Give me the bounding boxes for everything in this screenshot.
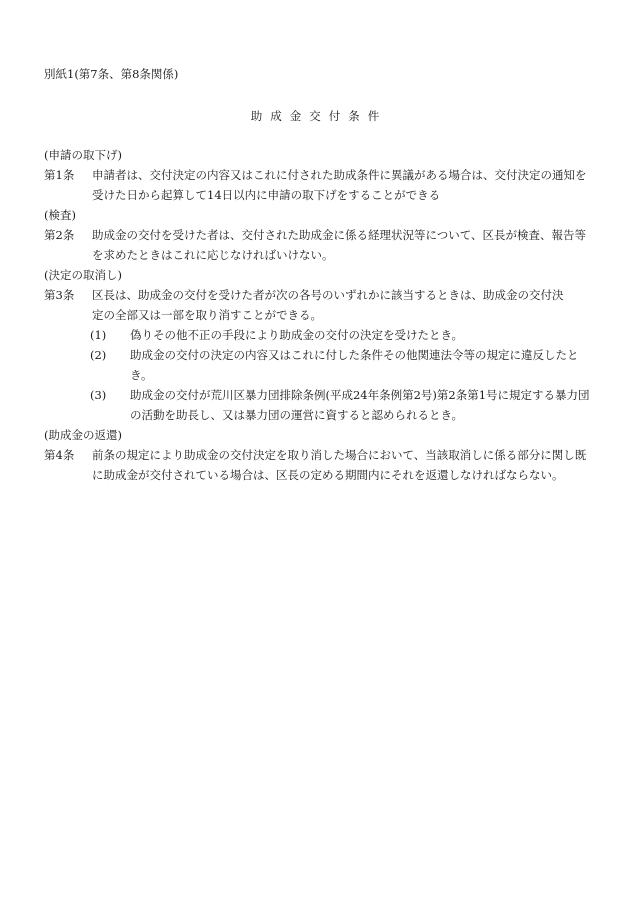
- list-item: [44, 325, 594, 345]
- item-number: (2): [90, 348, 107, 362]
- article-text-line-1: 区長は、助成金の交付を受けた者が次の各号のいずれかに該当するときは、助成金の交付決: [92, 288, 564, 302]
- article-number: 第3条: [44, 288, 75, 302]
- document-title: 助成金交付条件: [250, 109, 388, 123]
- item-text: 偽りその他不正の手段により助成金の交付の決定を受けたとき。: [130, 328, 464, 342]
- article: [44, 165, 594, 205]
- section-heading: (助成金の返還): [44, 428, 122, 442]
- item-number: (3): [90, 388, 107, 402]
- article-text: 助成金の交付を受けた者は、交付された助成金に係る経理状況等について、区長が検査、報告等を求めたときはこれに応じなければいけない。: [92, 228, 587, 262]
- list-item: [44, 385, 594, 425]
- section-inspection: [44, 205, 594, 265]
- section-heading: (検査): [44, 208, 76, 222]
- article: [44, 285, 594, 325]
- article-text: 前条の規定により助成金の交付決定を取り消した場合において、当該取消しに係る部分に関し既に助成金が交付されている場合は、区長の定める期間内にそれを返還しなければならない。: [92, 448, 587, 482]
- section-heading: (決定の取消し): [44, 268, 122, 282]
- article-number: 第1条: [44, 168, 75, 182]
- list-item: [44, 345, 594, 385]
- item-text: 助成金の交付が荒川区暴力団排除条例(平成24年条例第2号)第2条第1号に規定する暴力団の活動を助長し、又は暴力団の運営に資すると認められるとき。: [130, 388, 590, 422]
- section-refund: [44, 425, 594, 485]
- article-text-line-2: 定の全部又は一部を取り消すことができる。: [92, 308, 322, 322]
- article: [44, 445, 594, 485]
- article-number: 第4条: [44, 448, 75, 462]
- article-text: 申請者は、交付決定の内容又はこれに付された助成条件に異議がある場合は、交付決定の通知を受けた日から起算して14日以内に申請の取下げをすることができる: [92, 168, 587, 202]
- item-number: (1): [90, 328, 107, 342]
- appendix-label: 別紙1(第7条、第8条関係): [44, 67, 179, 81]
- document-body: [44, 145, 594, 485]
- section-heading: (申請の取下げ): [44, 148, 122, 162]
- article: [44, 225, 594, 265]
- section-cancellation: [44, 265, 594, 425]
- item-list: [44, 325, 594, 425]
- section-withdrawal: [44, 145, 594, 205]
- article-number: 第2条: [44, 228, 75, 242]
- item-text: 助成金の交付の決定の内容又はこれに付した条件その他関連法令等の規定に違反したとき。: [130, 348, 579, 382]
